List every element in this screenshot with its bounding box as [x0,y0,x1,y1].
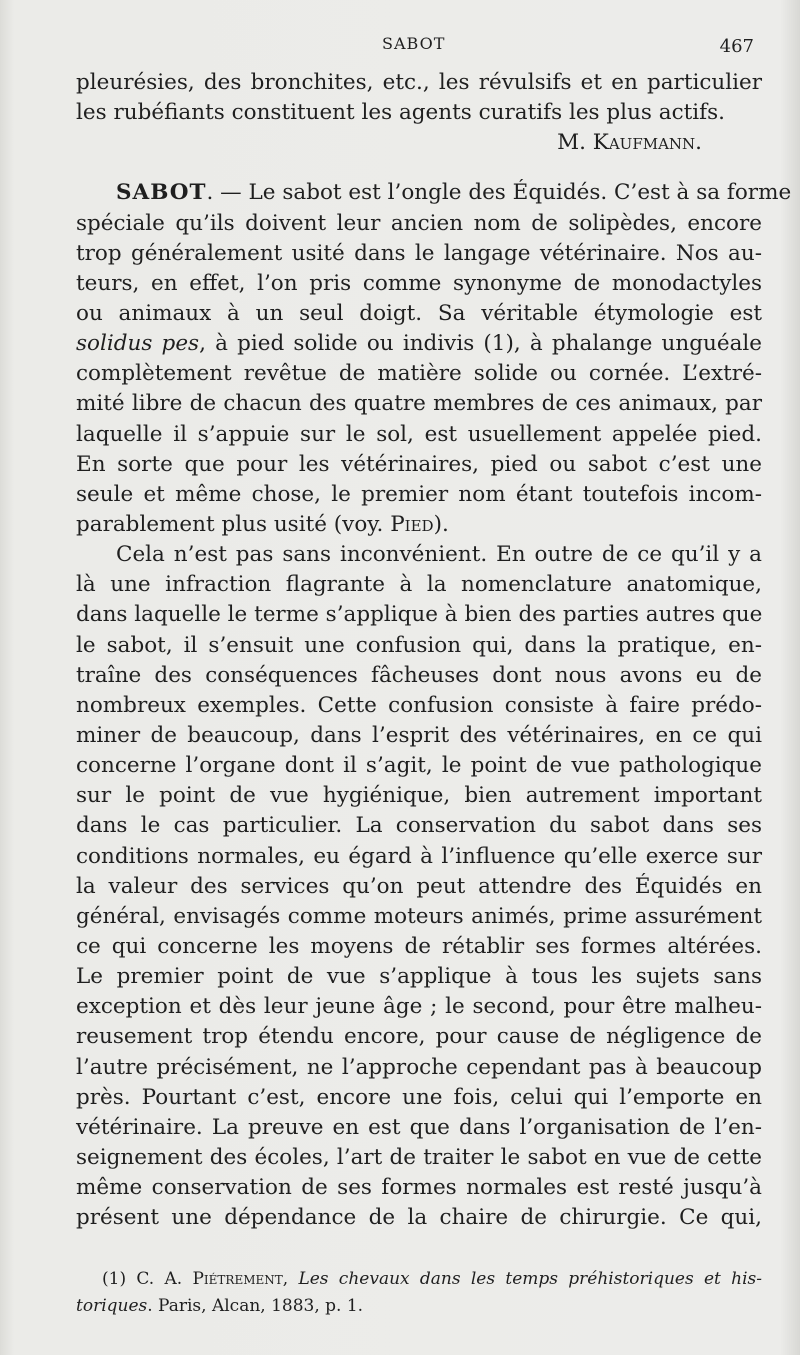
text-line: laquelle il s’appuie sur le sol, est usuellement appelée pied. [76,421,762,447]
text-line: En sorte que pour les vétérinaires, pied ou sabot c’est une [76,451,762,477]
page-header [0,30,800,60]
footnote-title-end: toriques [76,1296,148,1316]
text-line: sur le point de vue hygiénique, bien autrement important [76,783,762,809]
text-line: la valeur des services qu’on peut attendre des Équidés en [76,873,762,899]
text-line [76,510,762,540]
text-line: Cela n’est pas sans inconvénient. En outre de ce qu’il y a [116,542,762,568]
footnote-line [76,1293,762,1320]
entry-heading: SABOT [116,180,207,206]
text-span: , à pied solide ou indivis (1), à phalange unguéale [199,331,762,357]
text-line: mité libre de chacun des quatre membres de ces animaux, par [76,391,762,417]
text-line: concerne l’organe dont il s’agit, le point de vue pathologique [76,753,762,779]
text-line: l’autre précisément, ne l’approche cependant pas à beaucoup [76,1054,762,1080]
running-title: SABOT [382,34,446,53]
text-span: parablement plus usité (voy. [76,511,391,537]
text-line [76,329,762,359]
footnote-marker: (1) [102,1269,127,1289]
text-line: pleurésies, des bronchites, etc., les révulsifs et en particulier [76,70,762,95]
text-line: seignement des écoles, l’art de traiter le sabot en vue de cette [76,1144,762,1170]
text-line: près. Pourtant c’est, encore une fois, celui qui l’emporte en [76,1084,762,1110]
text-line: traîne des conséquences fâcheuses dont nous avons eu de [76,662,762,688]
cross-reference: Pied [390,511,434,537]
text-line: complètement revêtue de matière solide ou cornée. L’extré- [76,361,762,387]
body-text [76,68,792,1233]
text-line: spéciale qu’ils doivent leur ancien nom de solipèdes, encore [76,210,762,236]
footnote-line: (1) C. A. Piétrement, Les chevaux dans les temps préhistoriques et his- [102,1269,763,1289]
text-line: miner de beaucoup, dans l’esprit des vétérinaires, en ce qui [76,722,762,748]
text-line: même conservation de ses formes normales est resté jusqu’à [76,1175,762,1201]
text-line: vétérinaire. La preuve en est que dans l’organisation de l’en- [76,1114,762,1140]
text-line: là une infraction flagrante à la nomenclature anatomique, [76,572,762,598]
text-line: reusement trop étendu encore, pour cause de négligence de [76,1024,762,1050]
text-line: conditions normales, eu égard à l’influence qu’elle exerce sur [76,843,762,869]
section-gap [76,158,762,178]
text-span: . — Le sabot est l’ongle des Équidés. C’est à sa forme [206,180,792,206]
text-line: le sabot, il s’ensuit une confusion qui, dans la pratique, en- [76,632,762,658]
text-line: dans laquelle le terme s’applique à bien des parties autres que [76,602,763,628]
text-line: ce qui concerne les moyens de rétablir ses formes altérées. [76,933,762,959]
text-line: général, envisagés comme moteurs animés, prime assurément [76,903,762,929]
text-line: ou animaux à un seul doigt. Sa véritable étymologie est [76,300,762,326]
footnote-title: Les chevaux dans les temps préhistoriques et his- [298,1269,763,1289]
text-line: exception et dès leur jeune âge ; le second, pour être malheu- [76,994,762,1020]
text-line: trop généralement usité dans le langage vétérinaire. Nos au- [76,240,762,266]
text-line: dans le cas particulier. La conservation du sabot dans ses [76,813,762,839]
footnote [76,1266,762,1320]
page-number: 467 [719,36,754,57]
text-line: Le premier point de vue s’applique à tous les sujets sans [76,964,762,990]
text-span: ). [433,511,449,537]
footnote-author: Piétrement [192,1269,283,1289]
text-line: nombreux exemples. Cette confusion consiste à faire prédo- [76,692,762,718]
footnote-initials: C. A. [136,1269,183,1289]
footnote-publication: . Paris, Alcan, 1883, p. 1. [147,1296,364,1316]
entry-first-line [76,178,792,208]
etymology-latin: solidus pes [76,331,200,357]
text-line: présent une dépendance de la chaire de chirurgie. Ce qui, [76,1205,762,1231]
text-line: seule et même chose, le premier nom étant toutefois incom- [76,481,762,507]
text-line: les rubéfiants constituent les agents curatifs les plus actifs. [76,100,725,126]
author-signature: M. Kaufmann. [557,130,702,156]
text-line: teurs, en effet, l’on pris comme synonyme de monodactyles [76,270,762,296]
